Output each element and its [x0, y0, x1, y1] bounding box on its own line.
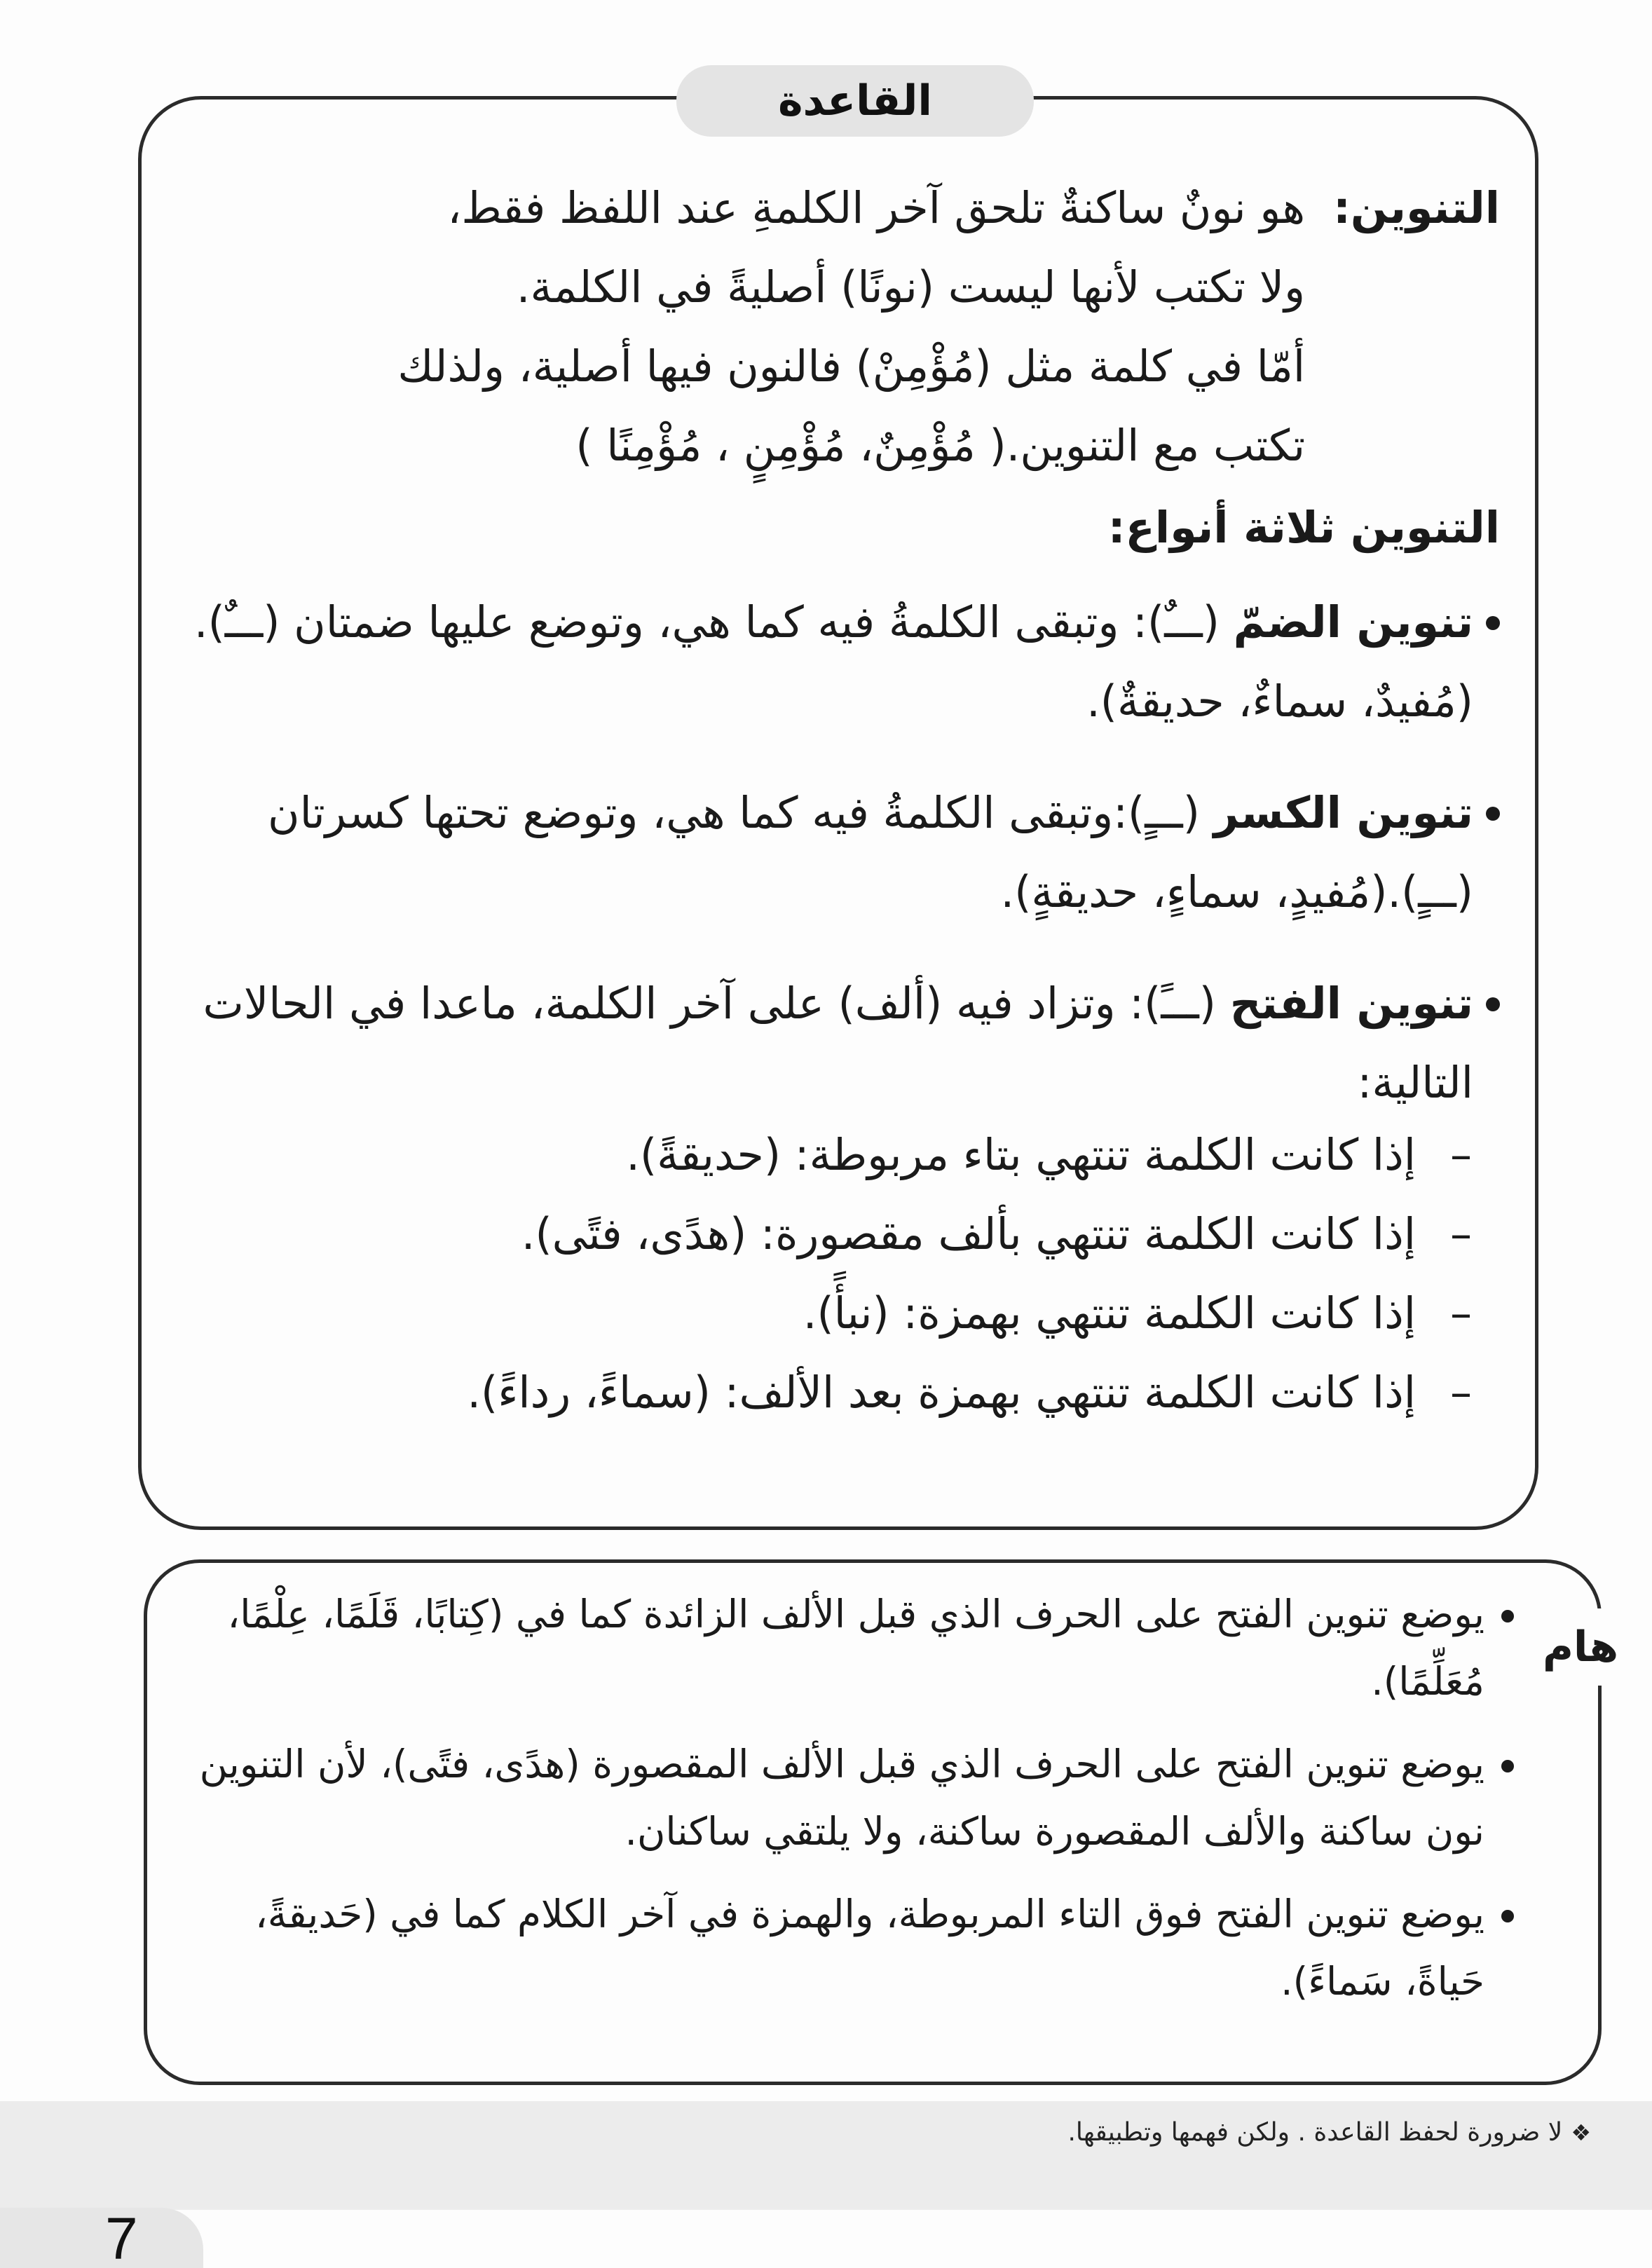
rule-title: القاعدة [676, 65, 1034, 137]
type-item-kasra [175, 773, 1500, 931]
rule-body [175, 168, 1500, 1432]
type-head: تنوين الكسر [1213, 787, 1473, 838]
type-item-damma [175, 582, 1500, 741]
exception-item [175, 1273, 1500, 1353]
dash-marker: – [1450, 1129, 1472, 1180]
dash-marker: – [1450, 1287, 1472, 1339]
types-heading: التنوين ثلاثة أنواع: [1107, 502, 1500, 553]
exception-text: إذا كانت الكلمة تنتهي بألف مقصورة: (هدًى، فتًى). [521, 1208, 1416, 1259]
definition-line: تكتب مع التنوين.( مُؤْمِنٌ، مُؤْمِنٍ ، مُؤْمِنًا ) [575, 420, 1306, 471]
exception-text: إذا كانت الكلمة تنتهي بتاء مربوطة: (حديقةً). [626, 1129, 1416, 1180]
dash-marker: – [1450, 1367, 1472, 1418]
exception-text: إذا كانت الكلمة تنتهي بهمزة بعد الألف: (سماءً، رداءً). [467, 1367, 1416, 1418]
definition-line: أمّا في كلمة مثل (مُؤْمِنْ) فالنون فيها أصلية، ولذلك [397, 341, 1306, 392]
page-number-tab [0, 2208, 203, 2268]
definition-line: ولا تكتب لأنها ليست (نونًا) أصليةً في الكلمة. [516, 261, 1306, 313]
definition-term: التنوين: [1333, 182, 1500, 233]
type-text: (ـــً): وتزاد فيه (ألف) على آخر الكلمة، ماعدا في الحالات التالية: [203, 978, 1473, 1108]
type-item-fatha [175, 964, 1500, 1122]
important-item: يوضع تنوين الفتح فوق التاء المربوطة، والهمزة في آخر الكلام كما في (حَديقةً، حَياةً، سَماءً). [168, 1880, 1514, 2015]
important-label: هام [1531, 1608, 1630, 1686]
definition-text [175, 168, 1305, 485]
type-text: (ـــٌ): وتبقى الكلمةُ فيه كما هي، وتوضع عليها ضمتان (ـــٌ).(مُفيدٌ، سماءٌ، حديقةٌ). [193, 596, 1473, 727]
important-item: يوضع تنوين الفتح على الحرف الذي قبل الألف الزائدة كما في (كِتابًا، قَلَمًا، عِلْمًا، مُعَلِّمًا). [168, 1580, 1514, 1715]
definition-line: هو نونٌ ساكنةٌ تلحق آخر الكلمةِ عند اللفظ فقط، [447, 182, 1306, 233]
dash-marker: – [1450, 1208, 1472, 1259]
exception-item [175, 1353, 1500, 1432]
diamond-star-icon: ❖ [1571, 2119, 1591, 2146]
fatha-exception-list [175, 1115, 1500, 1432]
page-number: 7 [105, 2206, 138, 2268]
important-item: يوضع تنوين الفتح على الحرف الذي قبل الألف المقصورة (هدًى، فتًى)، لأن التنوين نون ساكنة والألف المقصورة ساكنة، ولا يلتقي ساكنان. [168, 1730, 1514, 1865]
exception-text: إذا كانت الكلمة تنتهي بهمزة: (نبأً). [803, 1287, 1416, 1339]
exception-item [175, 1115, 1500, 1194]
type-text: (ـــٍ):وتبقى الكلمةُ فيه كما هي، وتوضع تحتها كسرتان (ـــٍ).(مُفيدٍ، سماءٍ، حديقةٍ). [268, 787, 1473, 917]
type-head: تنوين الفتح [1229, 978, 1473, 1029]
tanween-definition [175, 168, 1500, 485]
exception-item [175, 1194, 1500, 1273]
footer-note [701, 2108, 1591, 2157]
type-head: تنوين الضمّ [1233, 596, 1473, 648]
important-body [168, 1580, 1514, 2030]
footer-note-text: لا ضرورة لحفظ القاعدة . ولكن فهمها وتطبيقها. [1067, 2118, 1563, 2147]
